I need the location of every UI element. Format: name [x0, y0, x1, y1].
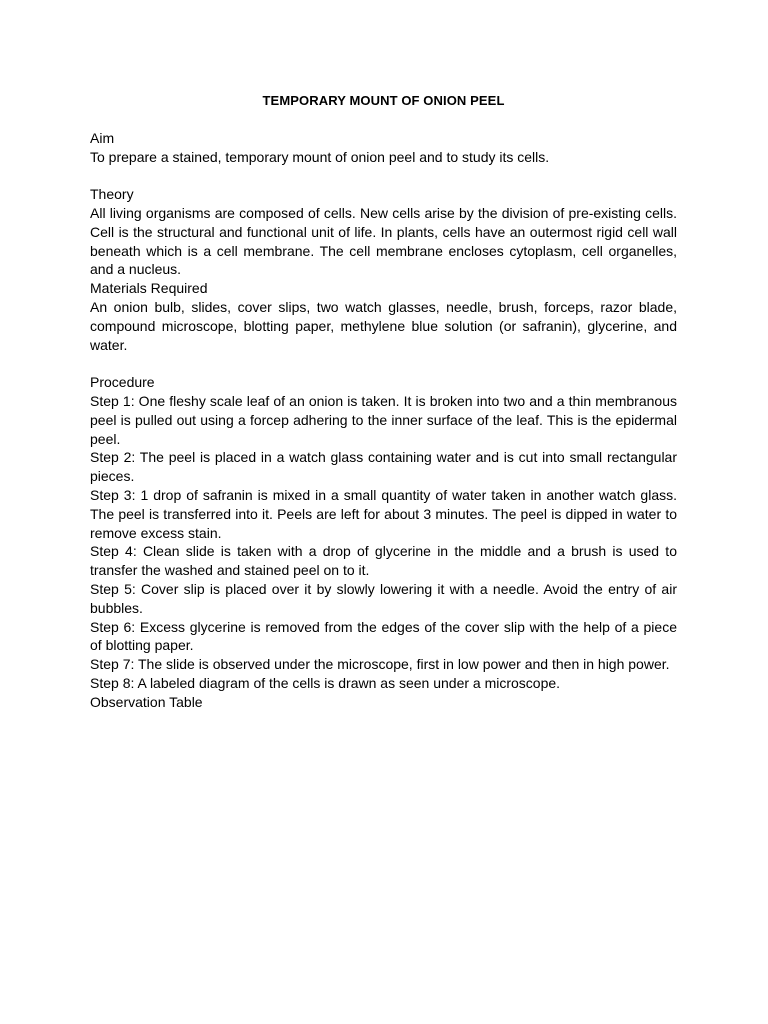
procedure-step: Step 2: The peel is placed in a watch glass containing water and is cut into small rectangular pieces. [90, 449, 677, 485]
procedure-step: Step 6: Excess glycerine is removed from the edges of the cover slip with the help of a piece of blotting paper. [90, 618, 677, 654]
document-page [90, 92, 677, 712]
aim-heading: Aim [90, 129, 115, 146]
procedure-step: Step 1: One fleshy scale leaf of an onion is taken. It is broken into two and a thin membranous peel is pulled out using a forcep adhering to the inner surface of the leaf. This is the epidermal peel. [90, 392, 677, 447]
theory-text: All living organisms are composed of cells. New cells arise by the division of pre-existing cells. Cell is the structural and functional unit of life. In plants, cells have an outermost rigid cell wall beneath which is a cell membrane. The cell membrane encloses cytoplasm, cell organelles, and a nucleus. [90, 204, 677, 278]
spacer [90, 166, 677, 185]
materials-text: An onion bulb, slides, cover slips, two watch glasses, needle, brush, forceps, razor blade, compound microscope, blotting paper, methylene blue solution (or safranin), glycerine, and water. [90, 298, 677, 353]
observation-heading: Observation Table [90, 693, 203, 710]
procedure-step: Step 7: The slide is observed under the microscope, first in low power and then in high power. [90, 656, 670, 673]
procedure-steps [90, 392, 677, 693]
theory-heading: Theory [90, 186, 134, 203]
procedure-step: Step 4: Clean slide is taken with a drop of glycerine in the middle and a brush is used to transfer the washed and stained peel on to it. [90, 543, 677, 579]
procedure-step: Step 8: A labeled diagram of the cells is drawn as seen under a microscope. [90, 674, 561, 691]
procedure-step: Step 3: 1 drop of safranin is mixed in a small quantity of water taken in another watch glass. The peel is transferred into it. Peels are left for about 3 minutes. The peel is dipped in water to remove excess stain. [90, 486, 677, 541]
aim-text: To prepare a stained, temporary mount of onion peel and to study its cells. [90, 148, 550, 165]
procedure-heading: Procedure [90, 374, 155, 391]
page-title: TEMPORARY MOUNT OF ONION PEEL [262, 93, 505, 108]
materials-heading: Materials Required [90, 280, 208, 297]
spacer [90, 354, 677, 373]
procedure-step: Step 5: Cover slip is placed over it by slowly lowering it with a needle. Avoid the entry of air bubbles. [90, 580, 677, 616]
